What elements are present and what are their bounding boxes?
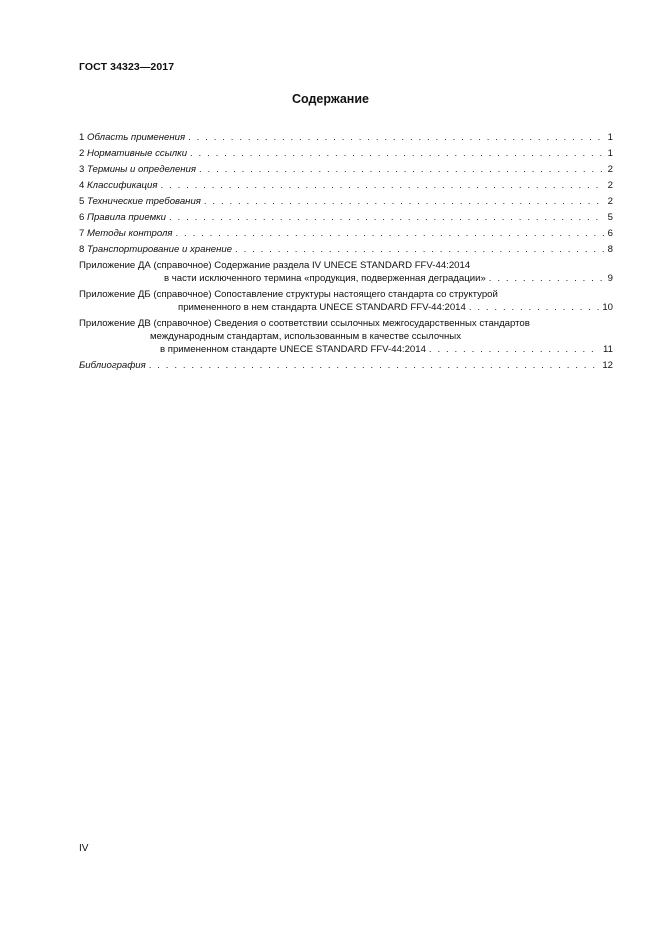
toc-entry-title: Нормативные ссылки xyxy=(87,148,188,159)
leader-dots xyxy=(429,343,600,356)
appendix-title: Приложение ДА (справочное) Содержание раздела IV UNECE STANDARD FFV-44:2014 xyxy=(79,260,471,271)
toc-entry-page: 2 xyxy=(607,180,613,191)
table-of-contents xyxy=(79,131,613,372)
toc-entry-page: 2 xyxy=(607,164,613,175)
toc-entry-2[interactable] xyxy=(79,147,613,160)
leader-dots xyxy=(176,227,605,240)
toc-entry-5[interactable] xyxy=(79,195,613,208)
appendix-title-continued: международным стандартам, использованным в качестве ссылочных xyxy=(150,331,461,342)
toc-entry-title: Методы контроля xyxy=(87,228,173,239)
toc-entry-8[interactable] xyxy=(79,243,613,256)
appendix-title-continued: в части исключенного термина «продукция, подверженная деградации» xyxy=(164,273,486,284)
toc-entry-number: 8 xyxy=(79,244,85,255)
leader-dots xyxy=(188,131,605,144)
leader-dots xyxy=(199,163,605,176)
leader-dots xyxy=(469,301,599,314)
leader-dots xyxy=(149,359,600,372)
toc-entry-page: 10 xyxy=(602,302,613,313)
toc-entry-title: Область применения xyxy=(87,132,186,143)
toc-entry-page: 11 xyxy=(603,344,613,355)
toc-appendix-dv[interactable] xyxy=(79,317,613,356)
toc-entry-page: 1 xyxy=(607,132,613,143)
bibliography-title: Библиография xyxy=(79,360,146,371)
toc-entry-number: 7 xyxy=(79,228,85,239)
toc-entry-page: 9 xyxy=(607,273,613,284)
toc-appendix-db[interactable] xyxy=(79,288,613,314)
toc-entry-number: 4 xyxy=(79,180,85,191)
toc-entry-number: 1 xyxy=(79,132,85,143)
toc-entry-page: 2 xyxy=(607,196,613,207)
leader-dots xyxy=(204,195,605,208)
toc-entry-title: Транспортирование и хранение xyxy=(87,244,233,255)
toc-entry-number: 5 xyxy=(79,196,85,207)
toc-entry-title: Классификация xyxy=(87,180,158,191)
page-number: IV xyxy=(79,843,89,854)
toc-entry-4[interactable] xyxy=(79,179,613,192)
toc-entry-6[interactable] xyxy=(79,211,613,224)
toc-entry-7[interactable] xyxy=(79,227,613,240)
toc-bibliography[interactable] xyxy=(79,359,613,372)
toc-entry-page: 6 xyxy=(607,228,613,239)
toc-entry-number: 2 xyxy=(79,148,85,159)
toc-entry-title: Правила приемки xyxy=(87,212,167,223)
toc-entry-page: 5 xyxy=(607,212,613,223)
toc-entry-page: 1 xyxy=(607,148,613,159)
toc-entry-title: Технические требования xyxy=(87,196,201,207)
toc-entry-number: 3 xyxy=(79,164,85,175)
appendix-title-continued: в примененном стандарте UNECE STANDARD FFV-44:2014 xyxy=(160,344,426,355)
toc-entry-page: 12 xyxy=(602,360,613,371)
toc-appendix-da[interactable] xyxy=(79,259,613,285)
leader-dots xyxy=(161,179,605,192)
leader-dots xyxy=(235,243,605,256)
toc-entry-page: 8 xyxy=(607,244,613,255)
appendix-title-continued: примененного в нем стандарта UNECE STANDARD FFV-44:2014 xyxy=(178,302,466,313)
appendix-title: Приложение ДБ (справочное) Сопоставление структуры настоящего стандарта со структурой xyxy=(79,289,498,300)
toc-entry-1[interactable] xyxy=(79,131,613,144)
appendix-title: Приложение ДВ (справочное) Сведения о соответствии ссылочных межгосударственных стандартов xyxy=(79,318,530,329)
page-title: Содержание xyxy=(291,92,369,106)
leader-dots xyxy=(489,272,605,285)
toc-entry-number: 6 xyxy=(79,212,85,223)
document-code: ГОСТ 34323—2017 xyxy=(79,61,175,73)
leader-dots xyxy=(190,147,605,160)
toc-entry-3[interactable] xyxy=(79,163,613,176)
leader-dots xyxy=(169,211,605,224)
toc-entry-title: Термины и определения xyxy=(87,164,197,175)
